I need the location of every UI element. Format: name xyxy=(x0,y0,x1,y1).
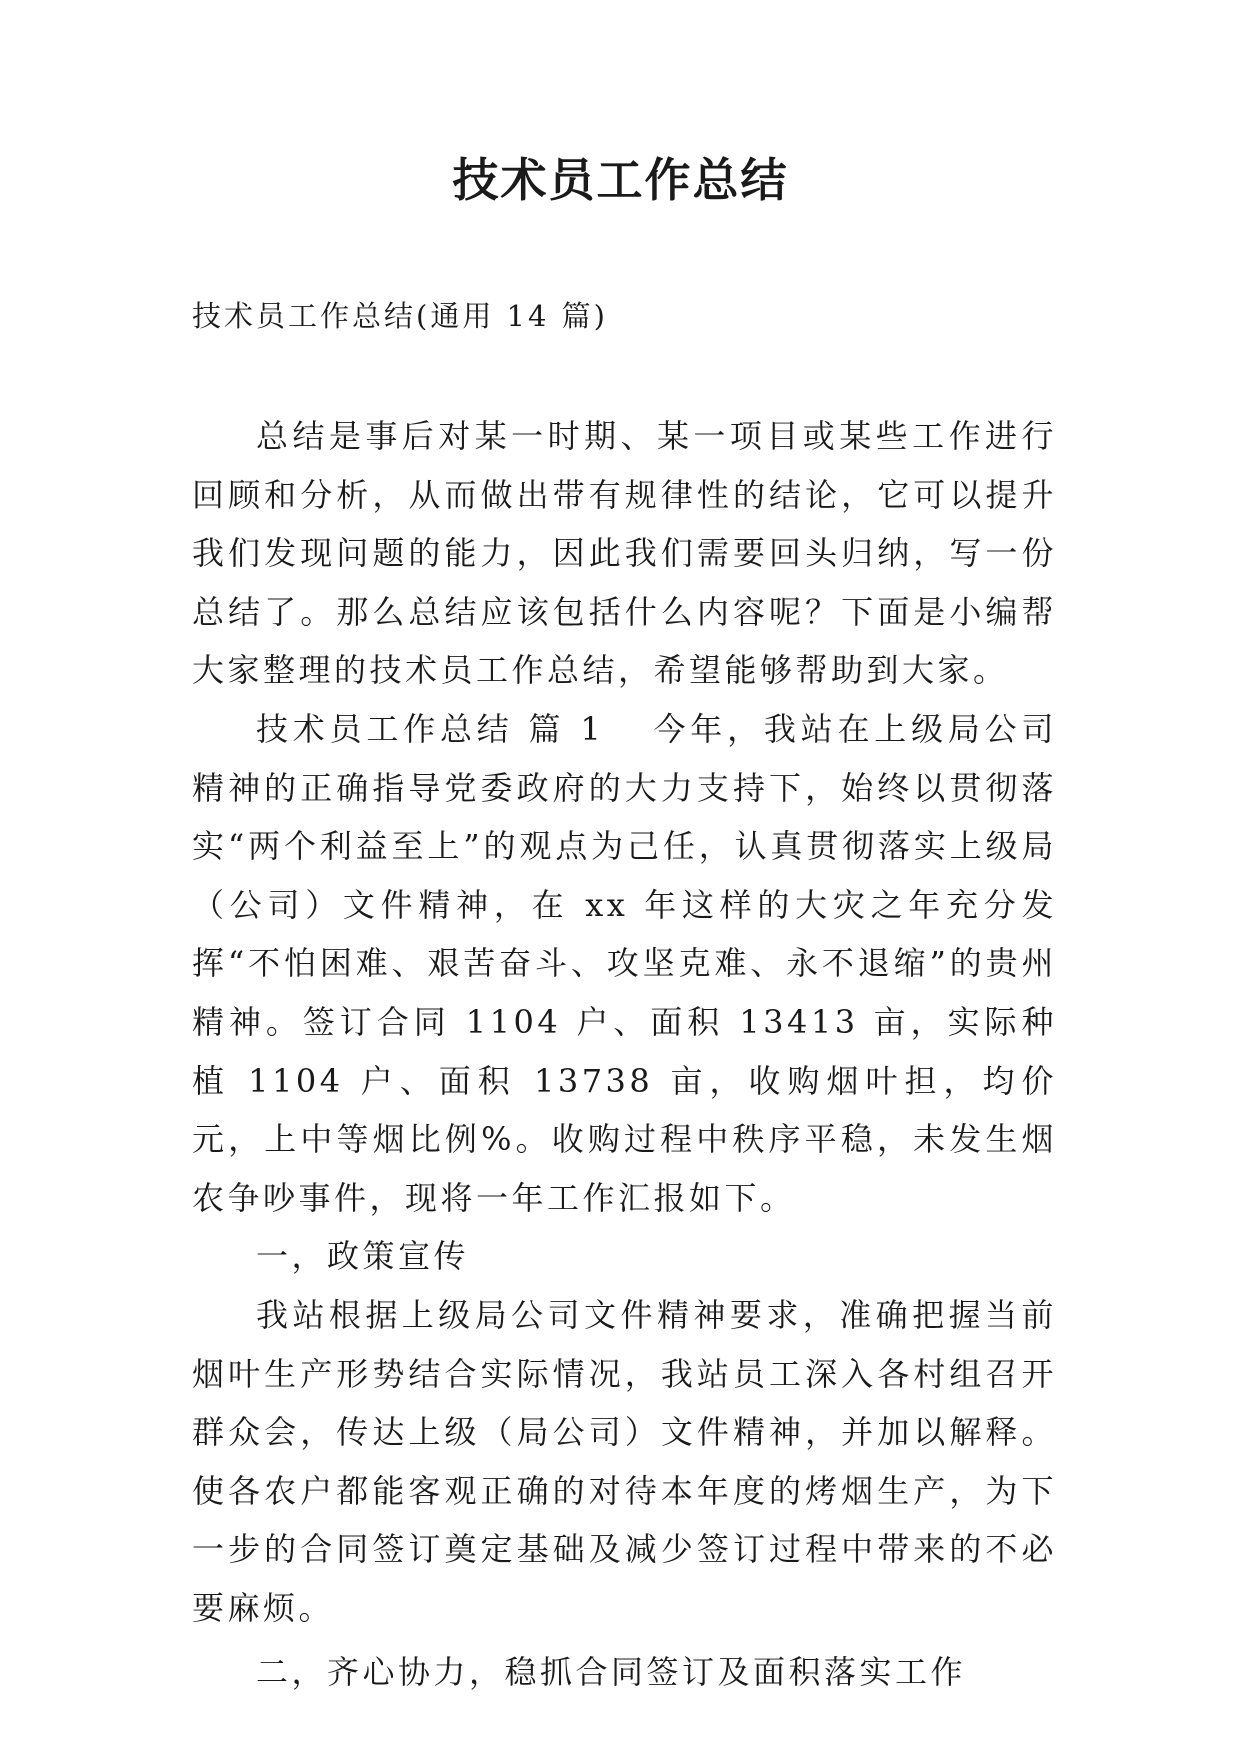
policy-paragraph: 我站根据上级局公司文件精神要求，准确把握当前烟叶生产形势结合实际情况，我站员工深入各村组召开群众会，传达上级（局公司）文件精神，并加以解释。使各农户都能客观正确的对待本年度的烤烟生产，为下一步的合同签订奠定基础及减少签订过程中带来的不必要麻烦。 xyxy=(192,1295,1057,1627)
section-1-text: 今年，我站在上级局公司精神的正确指导党委政府的大力支持下，始终以贯彻落实“两个利益至上”的观点为己任，认真贯彻落实上级局（公司）文件精神，在 xx 年这样的大灾之年充分发挥“不怕困难、艰苦奋斗、攻坚克难、永不退缩”的贵州精神。签订合同 1104 户、面积 13413 亩，实际种植 1104 户、面积 13738 亩，收购烟叶担，均价元，上中等烟比例%。收购过程中秩序平稳，未发生烟农争吵事件，现将一年工作汇报如下。 xyxy=(192,709,1057,1217)
document-title: 技术员工作总结 xyxy=(452,153,789,207)
intro-paragraph: 总结是事后对某一时期、某一项目或某些工作进行回顾和分析，从而做出带有规律性的结论，它可以提升我们发现问题的能力，因此我们需要回头归纳，写一份总结了。那么总结应该包括什么内容呢？下面是小编帮大家整理的技术员工作总结，希望能够帮助到大家。 xyxy=(192,417,1057,690)
section-1-label: 技术员工作总结 篇 1 xyxy=(256,709,605,748)
document-body xyxy=(192,407,1057,1702)
section-1-paragraph xyxy=(192,700,1057,1227)
heading-contract: 二，齐心协力，稳抓合同签订及面积落实工作 xyxy=(256,1653,967,1692)
heading-policy: 一，政策宣传 xyxy=(256,1237,470,1276)
document-subtitle: 技术员工作总结(通用 14 篇) xyxy=(192,299,608,333)
